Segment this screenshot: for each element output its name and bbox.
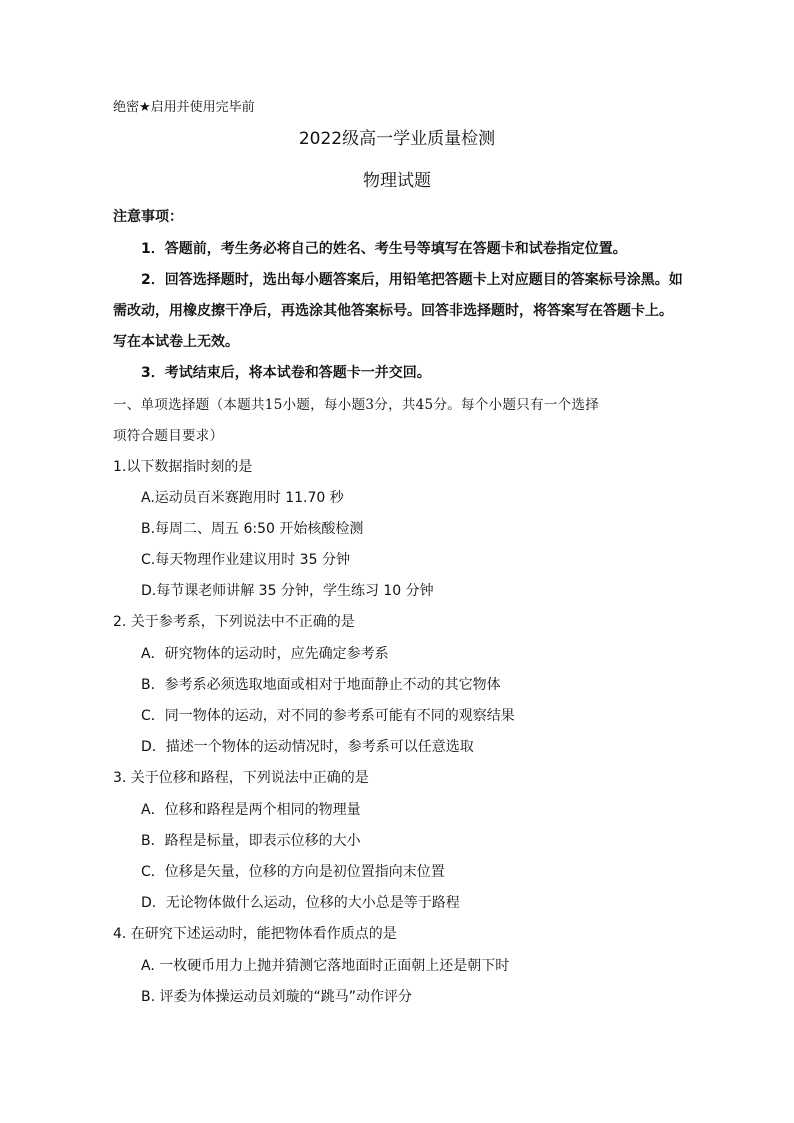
question-4-stem: 4. 在研究下述运动时，能把物体看作质点的是 — [113, 926, 397, 942]
question-3-option-c: C．位移是矢量，位移的方向是初位置指向末位置 — [141, 864, 445, 880]
notes-item-2-line-3: 写在本试卷上无效。 — [113, 334, 239, 350]
question-2-option-a: A．研究物体的运动时，应先确定参考系 — [141, 646, 389, 662]
question-2-option-c: C．同一物体的运动，对不同的参考系可能有不同的观察结果 — [141, 708, 515, 724]
question-4-option-b: B. 评委为体操运动员刘璇的“跳马”动作评分 — [141, 989, 413, 1005]
question-1-option-a: A.运动员百米赛跑用时 11.70 秒 — [141, 490, 344, 506]
subject-title: 物理试题 — [363, 171, 431, 191]
question-4-option-a: A. 一枚硬币用力上抛并猜测它落地面时正面朝上还是朝下时 — [141, 958, 510, 974]
question-3-option-a: A．位移和路程是两个相同的物理量 — [141, 802, 361, 818]
question-2-option-b: B．参考系必须选取地面或相对于地面静止不动的其它物体 — [141, 677, 501, 693]
section-1-heading-line-1: 一、单项选择题（本题共15小题，每小题3分，共45分。每个小题只有一个选择 — [113, 397, 600, 413]
notes-item-3: 3．考试结束后，将本试卷和答题卡一并交回。 — [141, 365, 431, 381]
question-2-option-d: D．描述一个物体的运动情况时，参考系可以任意选取 — [141, 739, 474, 755]
notes-item-2-line-2: 需改动，用橡皮擦干净后，再选涂其他答案标号。回答非选择题时，将答案写在答题卡上。 — [113, 303, 673, 319]
notes-item-1: 1．答题前，考生务必将自己的姓名、考生号等填写在答题卡和试卷指定位置。 — [141, 241, 627, 257]
question-1-option-c: C.每天物理作业建议用时 35 分钟 — [141, 552, 350, 568]
question-3-stem: 3. 关于位移和路程，下列说法中正确的是 — [113, 770, 369, 786]
section-1-heading-line-2: 项符合题目要求） — [113, 428, 224, 444]
question-1-option-d: D.每节课老师讲解 35 分钟，学生练习 10 分钟 — [141, 583, 434, 599]
notes-item-2-line-1: 2．回答选择题时，选出每小题答案后，用铅笔把答题卡上对应题目的答案标号涂黑。如 — [141, 272, 683, 288]
question-2-stem: 2. 关于参考系，下列说法中不正确的是 — [113, 614, 355, 630]
question-3-option-b: B．路程是标量，即表示位移的大小 — [141, 833, 361, 849]
exam-title: 2022级高一学业质量检测 — [298, 129, 496, 149]
question-3-option-d: D．无论物体做什么运动，位移的大小总是等于路程 — [141, 895, 460, 911]
confidential-label: 绝密★启用并使用完毕前 — [113, 100, 255, 115]
notes-heading: 注意事项： — [113, 209, 183, 225]
question-1-stem: 1.以下数据指时刻的是 — [113, 459, 253, 475]
question-1-option-b: B.每周二、周五 6:50 开始核酸检测 — [141, 521, 364, 537]
